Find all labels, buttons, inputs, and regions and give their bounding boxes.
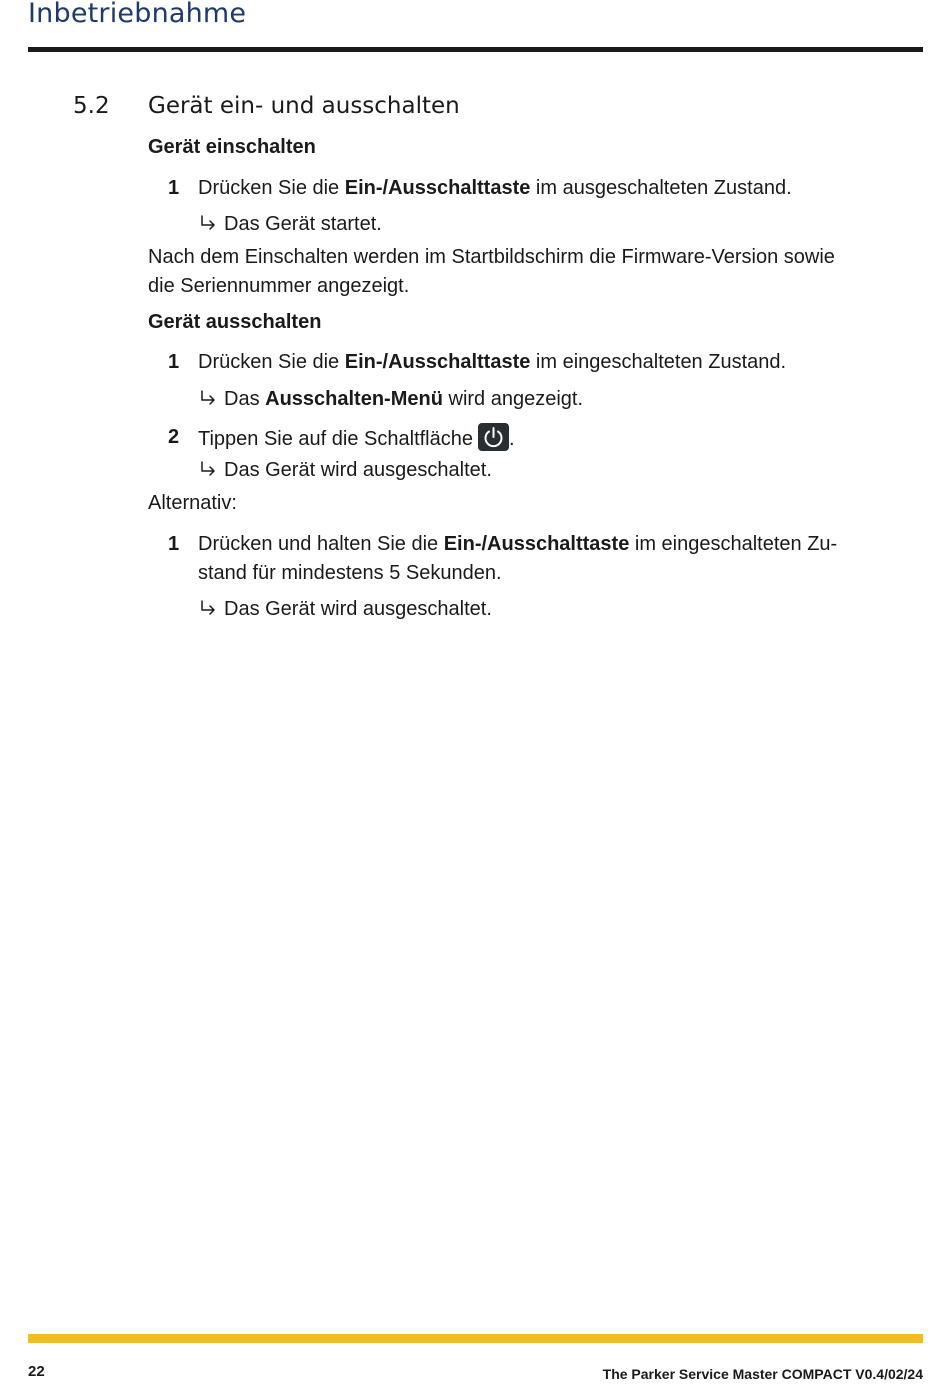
result-text: Das Ausschalten-Menü wird angezeigt.: [224, 388, 584, 410]
result-text: Das Gerät wird ausgeschaltet.: [224, 598, 492, 620]
power-icon: [481, 425, 506, 449]
step-number: 1: [168, 351, 180, 373]
result-arrow-icon: [198, 599, 218, 619]
step-number: 2: [168, 426, 180, 448]
paragraph-line: die Seriennummer angezeigt.: [148, 275, 410, 297]
section-number: 5.2: [73, 93, 110, 119]
step-text: Drücken Sie die Ein-/Ausschalttaste im ausgeschalteten Zustand.: [198, 177, 792, 199]
step-text: Drücken Sie die Ein-/Ausschalttaste im eingeschalteten Zustand.: [198, 351, 787, 373]
subheading-switch-off: Gerät ausschalten: [148, 311, 322, 333]
key-label: Ein-/Ausschalttaste: [344, 177, 531, 199]
result-arrow-icon: [198, 460, 218, 480]
footer-bar: [28, 1334, 923, 1343]
key-label: Ein-/Ausschalttaste: [443, 533, 630, 555]
document-title: The Parker Service Master COMPACT V0.4/02/24: [602, 1366, 923, 1382]
paragraph-line: Nach dem Einschalten werden im Startbildschirm die Firmware-Version sowie: [148, 246, 835, 268]
header-rule: [28, 47, 923, 52]
chapter-title: Inbetriebnahme: [28, 0, 247, 29]
step-text: Tippen Sie auf die Schaltfläche .: [198, 423, 515, 454]
step-text-continued: stand für mindestens 5 Sekunden.: [198, 562, 502, 584]
section-title: Gerät ein- und ausschalten: [148, 93, 460, 119]
result-arrow-icon: [198, 214, 218, 234]
step-number: 1: [168, 533, 180, 555]
result-text: Das Gerät startet.: [224, 213, 382, 235]
alternative-label: Alternativ:: [148, 492, 237, 514]
result-arrow-icon: [198, 389, 218, 409]
result-text: Das Gerät wird ausgeschaltet.: [224, 459, 492, 481]
power-button: [478, 423, 509, 451]
key-label: Ein-/Ausschalttaste: [344, 351, 531, 373]
step-number: 1: [168, 177, 180, 199]
subheading-switch-on: Gerät einschalten: [148, 136, 316, 158]
menu-label: Ausschalten-Menü: [265, 388, 443, 410]
page-number: 22: [28, 1363, 45, 1380]
step-text: Drücken und halten Sie die Ein-/Ausschalttaste im eingeschalteten Zu-: [198, 533, 838, 555]
